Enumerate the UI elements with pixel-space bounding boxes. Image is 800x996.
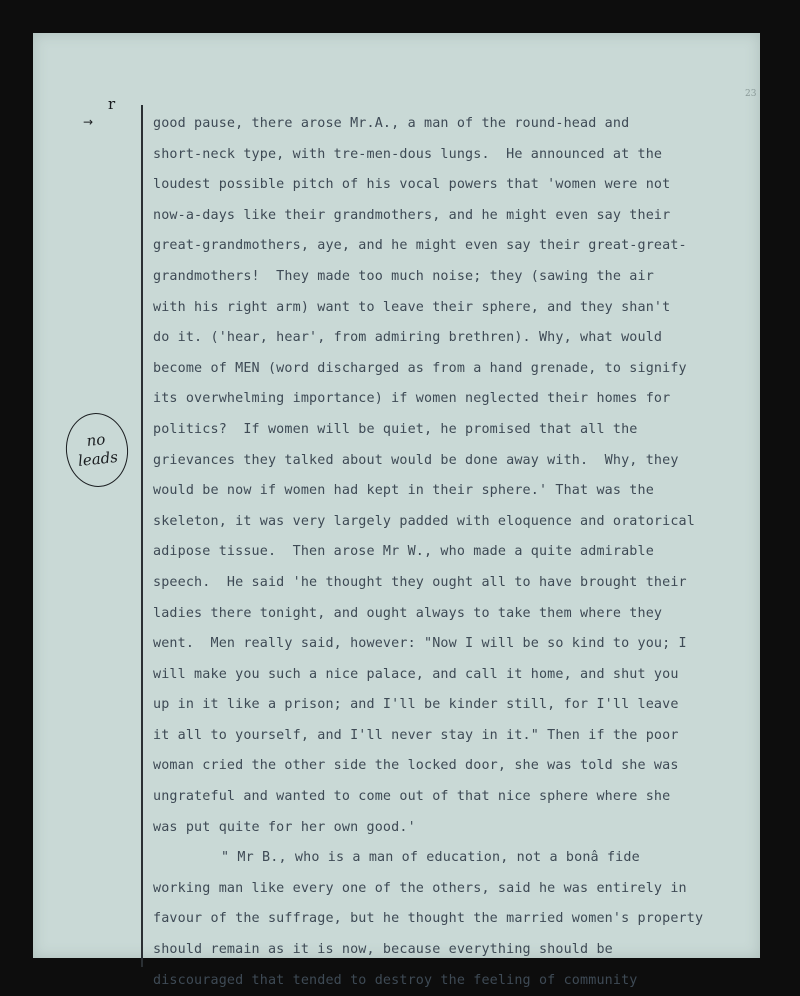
text-line: ungrateful and wanted to come out of that nice sphere where she (153, 789, 671, 805)
text-line: with his right arm) want to leave their sphere, and they shan't (153, 299, 671, 315)
text-line: speech. He said 'he thought they ought all to have brought their (153, 574, 687, 590)
text-line: ladies there tonight, and ought always to take them where they (153, 605, 663, 621)
margin-note-line-2: leads (77, 447, 119, 470)
text-line: woman cried the other side the locked door, she was told she was (153, 758, 679, 774)
margin-tick-mark: r (108, 95, 116, 113)
text-line: its overwhelming importance) if women neglected their homes for (153, 391, 671, 407)
text-line: would be now if women had kept in their sphere.' That was the (153, 483, 654, 499)
margin-arrow-icon: → (83, 115, 94, 129)
text-line: become of MEN (word discharged as from a hand grenade, to signify (153, 360, 687, 376)
text-line: was put quite for her own good.' (153, 819, 416, 835)
text-line: loudest possible pitch of his vocal powers that 'women were not (153, 177, 671, 193)
margin-note-line-1: no (85, 430, 107, 450)
text-line: do it. ('hear, hear', from admiring brethren). Why, what would (153, 330, 663, 346)
text-line: discouraged that tended to destroy the feeling of community (153, 972, 638, 988)
text-line: went. Men really said, however: "Now I will be so kind to you; I (153, 636, 687, 652)
text-line: short-neck type, with tre-men-dous lungs. He announced at the (153, 146, 663, 162)
text-line: favour of the suffrage, but he thought the married women's property (153, 911, 704, 927)
text-line: grandmothers! They made too much noise; they (sawing the air (153, 268, 654, 284)
typed-text-body (153, 109, 753, 996)
text-line: up in it like a prison; and I'll be kinder still, for I'll leave (153, 697, 679, 713)
margin-note-circled (62, 410, 131, 490)
text-line: working man like every one of the others, said he was entirely in (153, 880, 687, 896)
text-line: it all to yourself, and I'll never stay in it." Then if the poor (153, 727, 679, 743)
text-line: adipose tissue. Then arose Mr W., who made a quite admirable (153, 544, 654, 560)
text-line: should remain as it is now, because everything should be (153, 942, 613, 958)
text-line: skeleton, it was very largely padded with eloquence and oratorical (153, 513, 695, 529)
margin-rule-line (141, 105, 143, 967)
page-number: 23 (745, 89, 757, 99)
text-line: great-grandmothers, aye, and he might even say their great-great- (153, 238, 687, 254)
text-line: grievances they talked about would be done away with. Why, they (153, 452, 679, 468)
text-line: politics? If women will be quiet, he promised that all the (153, 421, 638, 437)
text-line: will make you such a nice palace, and call it home, and shut you (153, 666, 679, 682)
text-line: good pause, there arose Mr.A., a man of the round-head and (153, 116, 630, 131)
text-line: " Mr B., who is a man of education, not a bonâ fide (221, 850, 640, 866)
typescript-page (33, 33, 760, 988)
text-line: now-a-days like their grandmothers, and he might even say their (153, 207, 671, 223)
